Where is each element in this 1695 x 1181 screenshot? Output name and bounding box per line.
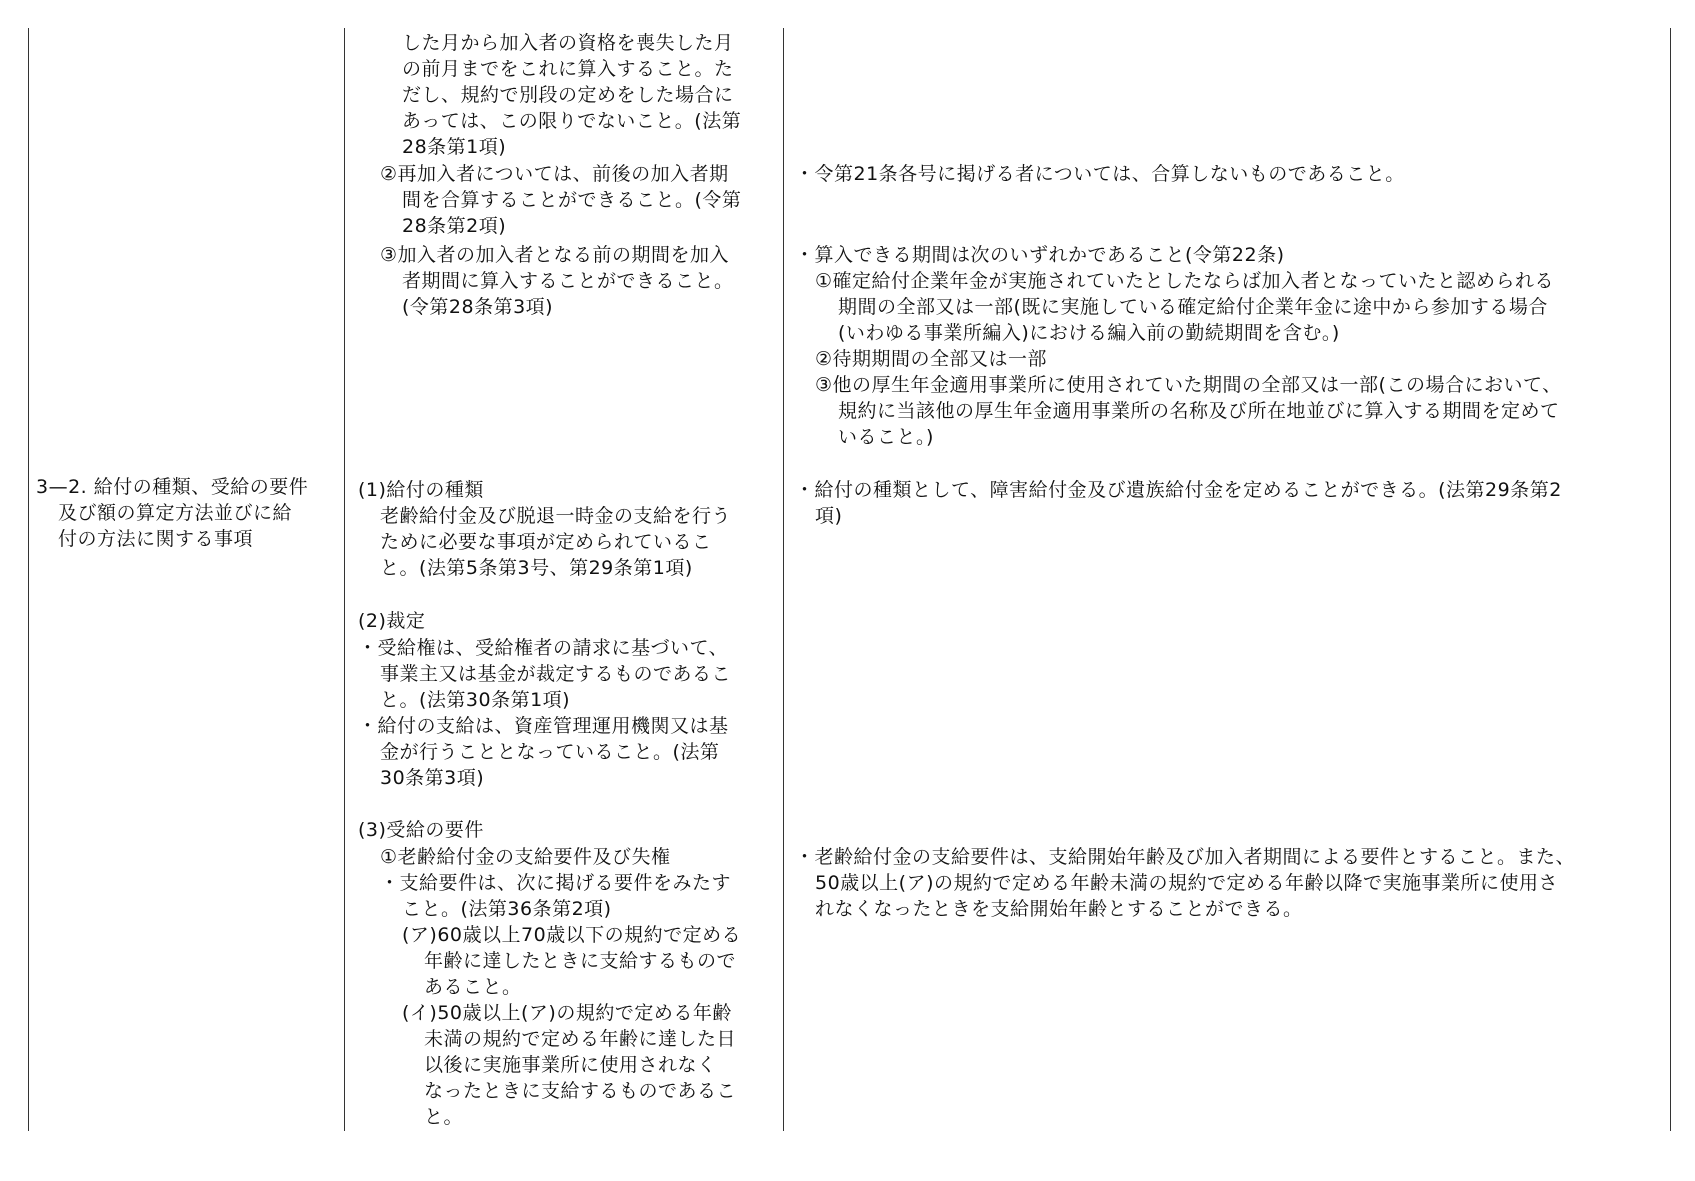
ruling-bullet-2-line-2: 金が行うこととなっていること。(法第 [380,741,720,763]
note-ordinance-22-item-3-line-3: いること。) [838,426,934,448]
section-heading-3-2-line-1: 3—2. 給付の種類、受給の要件 [36,476,309,498]
ruling-heading: (2)裁定 [358,610,426,632]
note-law-29-line-1: ・給付の種類として、障害給付金及び遺族給付金を定めることができる。(法第29条第2 [795,479,1562,501]
benefit-kind-body-line-1: 老齢給付金及び脱退一時金の支給を行う [380,505,732,527]
note-ordinance-22-heading: ・算入できる期間は次のいずれかであること(令第22条) [795,244,1285,266]
note-ordinance-22-item-3-line-2: 規約に当該他の厚生年金適用事業所の名称及び所在地並びに算入する期間を定めて [838,400,1560,422]
requirements-bullet-line-2: こと。(法第36条第2項) [402,898,612,920]
criteria-continued-line-1: した月から加入者の資格を喪失した月 [402,32,734,54]
criteria-continued-line-2: の前月までをこれに算入すること。た [402,58,734,80]
section-heading-3-2-line-2: 及び額の算定方法並びに給 [58,502,293,524]
note-law-36-line-1: ・老齢給付金の支給要件は、支給開始年齢及び加入者期間による要件とすること。また、 [795,846,1576,868]
benefit-kind-heading: (1)給付の種類 [358,479,484,501]
requirements-subheading: ①老齢給付金の支給要件及び失権 [380,846,671,868]
section-heading-3-2-line-3: 付の方法に関する事項 [58,528,254,550]
table-divider-1 [344,28,345,1131]
requirement-i-line-4: なったときに支給するものであるこ [424,1080,737,1102]
criteria-continued-line-3: だし、規約で別段の定めをした場合に [402,84,734,106]
note-ordinance-22-item-1-line-1: ①確定給付企業年金が実施されていたとしたならば加入者となっていたと認められる [815,270,1555,292]
table-border-left [28,28,29,1131]
requirements-bullet-line-1: ・支給要件は、次に掲げる要件をみたす [380,872,732,894]
criteria-item-2-line-2: 間を合算することができること。(令第 [402,189,742,211]
requirement-i-line-2: 未満の規約で定める年齢に達した日 [424,1028,737,1050]
note-law-36-line-3: れなくなったときを支給開始年齢とすることができる。 [815,898,1303,920]
criteria-item-2-line-1: ②再加入者については、前後の加入者期 [380,163,729,185]
requirement-a-line-3: あること。 [424,976,522,998]
ruling-bullet-2-line-1: ・給付の支給は、資産管理運用機関又は基 [358,715,729,737]
requirement-i-line-5: と。 [424,1106,464,1128]
ruling-bullet-2-line-3: 30条第3項) [380,767,485,789]
benefit-kind-body-line-2: ために必要な事項が定められているこ [380,531,712,553]
note-ordinance-22-item-2: ②待期期間の全部又は一部 [815,348,1048,370]
requirement-i-line-3: 以後に実施事業所に使用されなく [424,1054,717,1076]
ruling-bullet-1-line-1: ・受給権は、受給権者の請求に基づいて、 [358,637,729,659]
criteria-item-3-line-3: (令第28条第3項) [402,296,554,318]
requirements-heading: (3)受給の要件 [358,819,484,841]
table-divider-2 [783,28,784,1131]
criteria-item-3-line-1: ③加入者の加入者となる前の期間を加入 [380,244,730,266]
ruling-bullet-1-line-3: と。(法第30条第1項) [380,689,571,711]
ruling-bullet-1-line-2: 事業主又は基金が裁定するものであるこ [380,663,732,685]
note-ordinance-22-item-3-line-1: ③他の厚生年金適用事業所に使用されていた期間の全部又は一部(この場合において、 [815,374,1562,396]
note-ordinance-22-item-1-line-2: 期間の全部又は一部(既に実施している確定給付企業年金に途中から参加する場合 [838,296,1548,318]
criteria-item-2-line-3: 28条第2項) [402,215,507,237]
criteria-item-3-line-2: 者期間に算入することができること。 [402,270,734,292]
requirement-a-line-2: 年齢に達したときに支給するもので [424,950,737,972]
benefit-kind-body-line-3: と。(法第5条第3号、第29条第1項) [380,557,693,579]
note-ordinance-22-item-1-line-3: (いわゆる事業所編入)における編入前の勤続期間を含む。) [838,322,1340,344]
criteria-continued-line-4: あっては、この限りでないこと。(法第 [402,110,742,132]
note-law-36-line-2: 50歳以上(ア)の規約で定める年齢未満の規約で定める年齢以降で実施事業所に使用さ [815,872,1559,894]
requirement-i-line-1: (イ)50歳以上(ア)の規約で定める年齢 [402,1002,732,1024]
note-law-29-line-2: 項) [815,505,843,527]
requirement-a-line-1: (ア)60歳以上70歳以下の規約で定める [402,924,742,946]
note-ordinance-21: ・令第21条各号に掲げる者については、合算しないものであること。 [795,163,1405,185]
table-border-right [1670,28,1671,1131]
criteria-continued-line-5: 28条第1項) [402,136,507,158]
